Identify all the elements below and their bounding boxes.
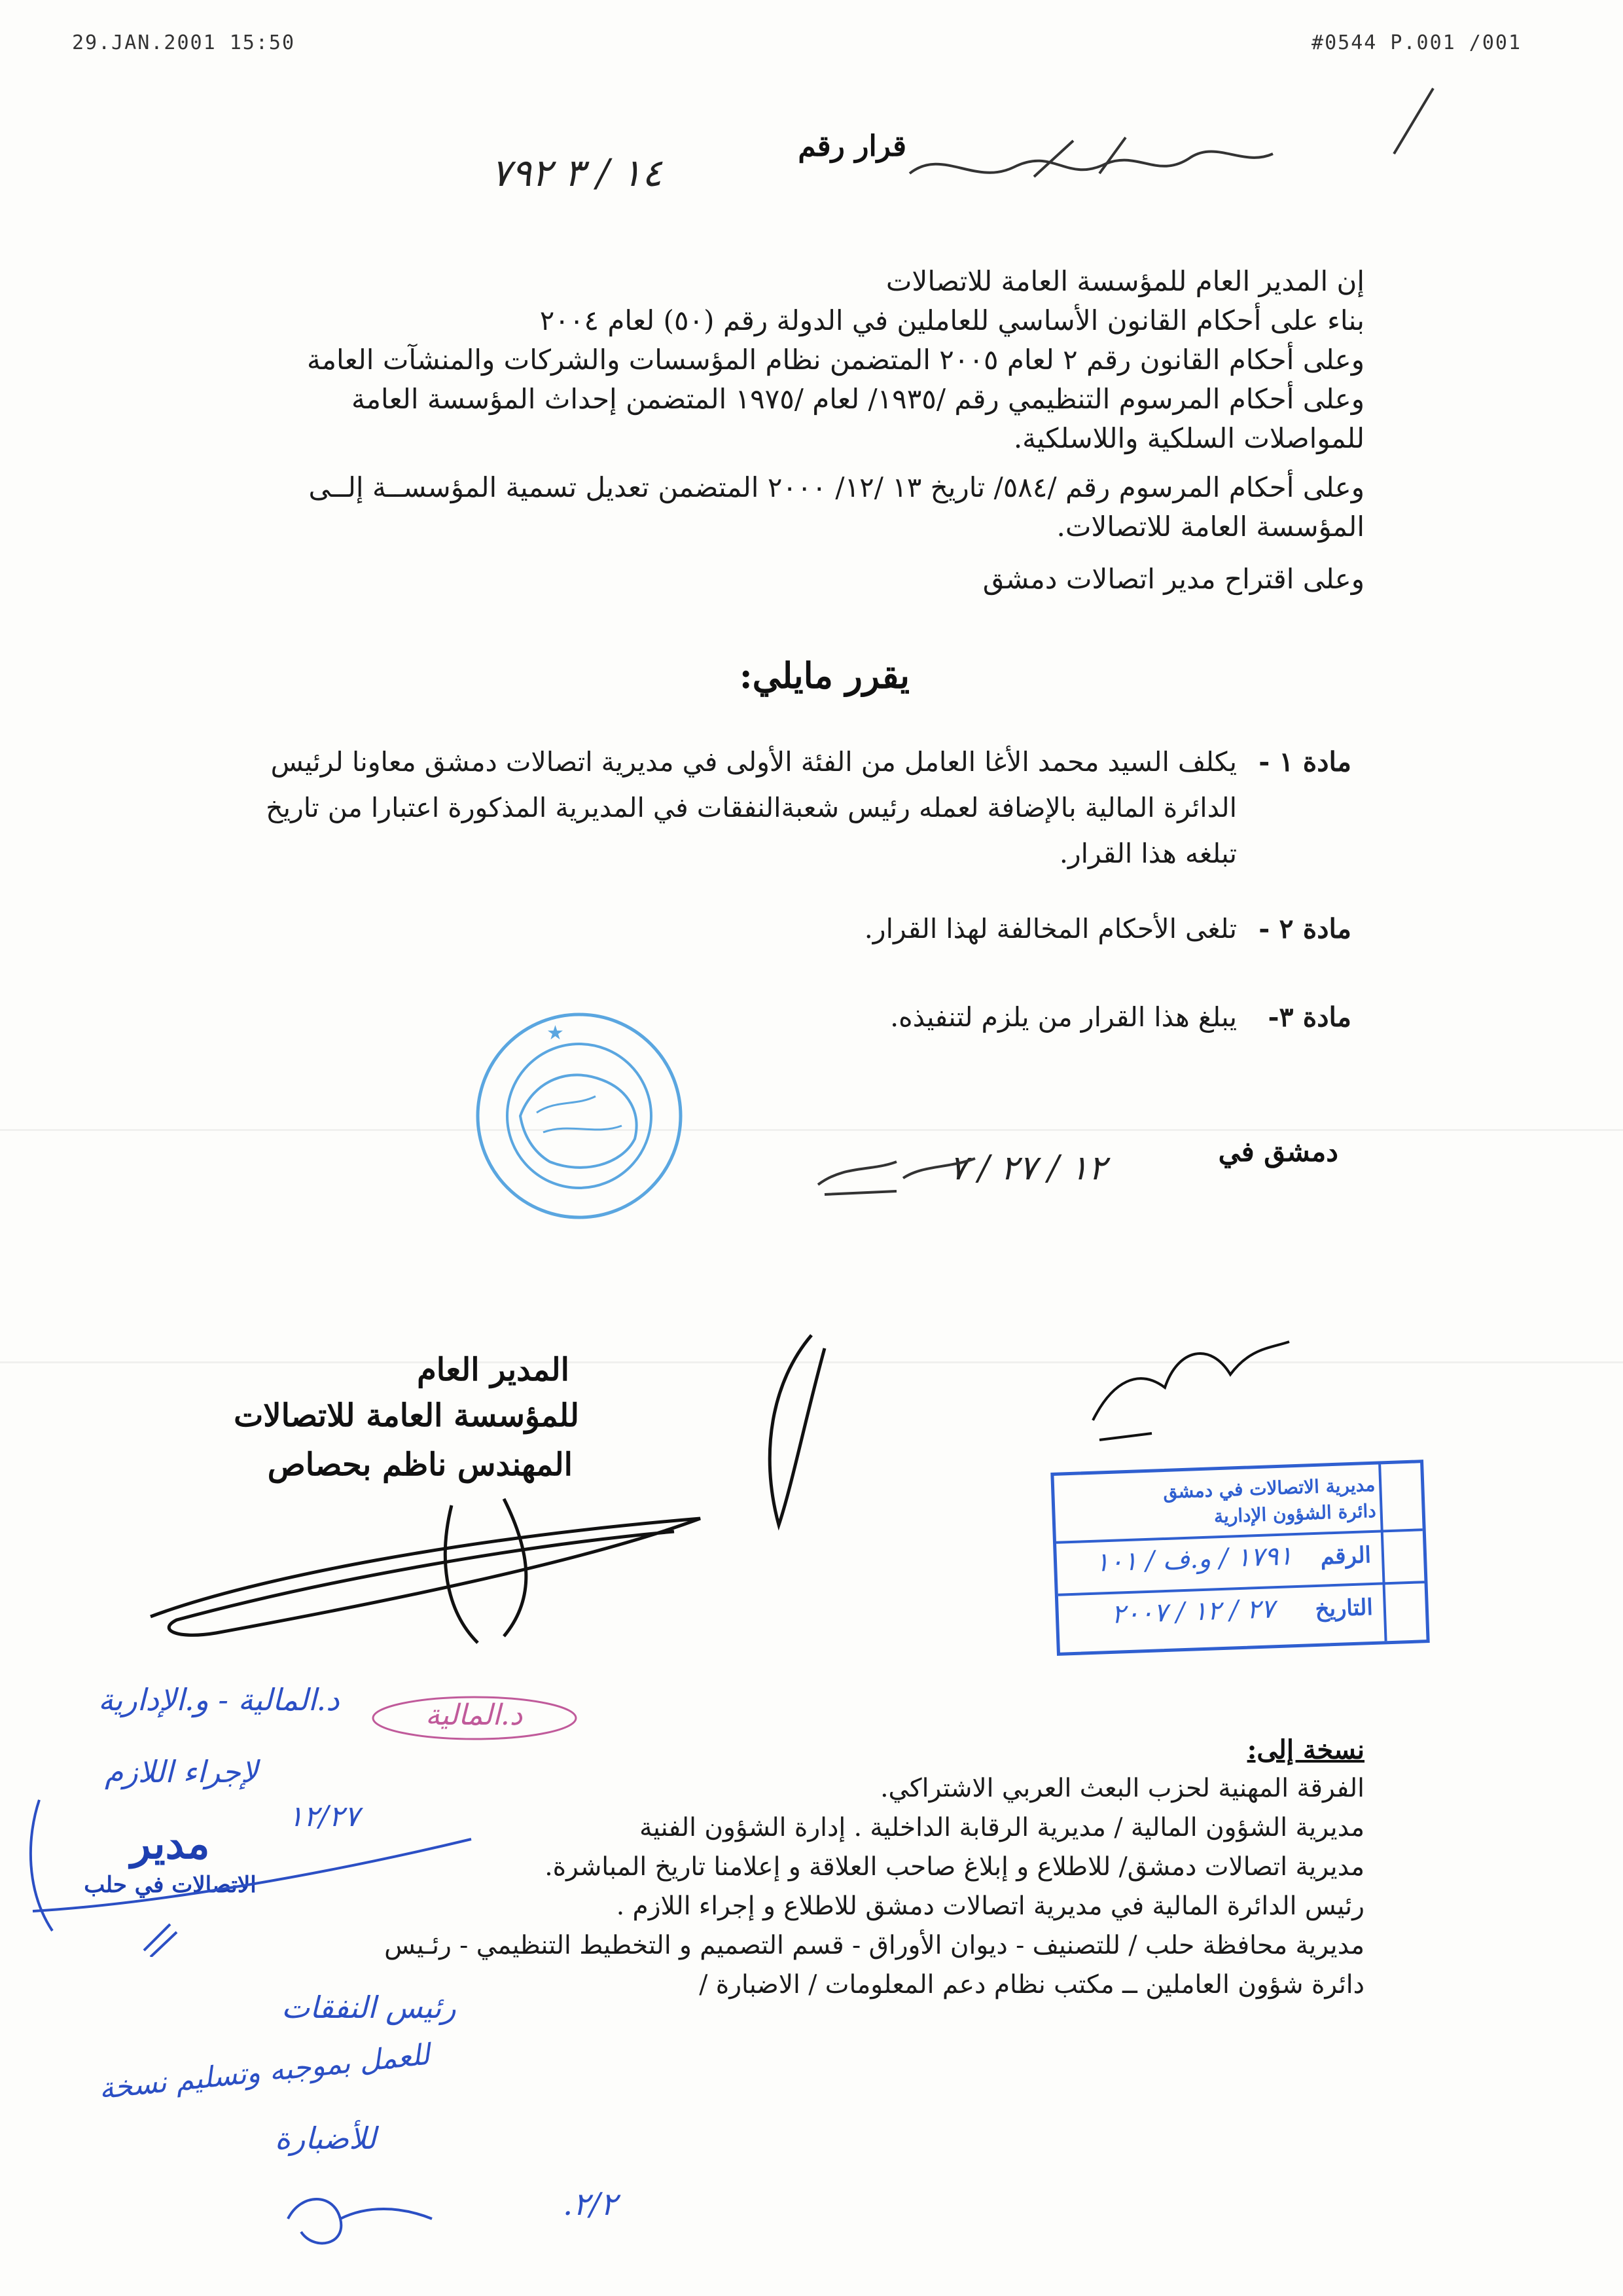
preamble-line-3: وعلى أحكام القانون رقم ٢ لعام ٢٠٠٥ المتضمن نظام المؤسسات والشركات والمنشآت العامة: [306, 344, 1364, 376]
preamble-line-7: المؤسسة العامة للاتصالات.: [1056, 511, 1364, 543]
article-2-label: مادة ٢ -: [1258, 913, 1351, 944]
article-2-line-1: تلغى الأحكام المخالفة لهذا القرار.: [864, 913, 1237, 944]
date-scribble: [812, 1139, 982, 1204]
preamble-line-4: وعلى أحكام المرسوم التنظيمي رقم /١٩٣٥/ لعام /١٩٧٥ المتضمن إحداث المؤسسة العامة: [351, 383, 1364, 415]
director-signature: [137, 1479, 726, 1649]
handwritten-finance-note: د.المالية: [425, 1698, 523, 1732]
fold-line: [0, 1129, 1623, 1131]
secondary-signature: [733, 1322, 838, 1538]
signatory-title-2: للمؤسسة العامة للاتصالات: [234, 1397, 579, 1434]
preamble-line-5: للمواصلات السلكية واللاسلكية.: [1013, 422, 1364, 454]
registry-stamp-line-1: مديرية الاتصالات في دمشق: [1162, 1473, 1376, 1503]
article-3-line-1: يبلغ هذا القرار من يلزم لتنفيذه.: [890, 1001, 1237, 1033]
preamble-line-2: بناء على أحكام القانون الأساسي للعاملين في الدولة رقم (٥٠) لعام ٢٠٠٤: [539, 304, 1364, 336]
cc-line-4: رئيس الدائرة المالية في مديرية اتصالات دمشق للاطلاع و إجراء اللازم .: [616, 1892, 1364, 1921]
director-stamp-signature: [13, 1761, 484, 1957]
cc-heading: نسخة إلى:: [1247, 1734, 1364, 1765]
article-1-line-2: الدائرة المالية بالإضافة لعمله رئيس شعبةالنفقات في المديرية المذكورة اعتبارا من تاريخ: [266, 792, 1237, 823]
registry-date-value: ٢٧ / ١٢ / ٢٠٠٧: [1111, 1594, 1275, 1630]
registry-date-label: التاريخ: [1314, 1594, 1374, 1623]
handwritten-note-1: رئيس النفقات: [281, 1990, 456, 2025]
cc-line-6: دائرة شؤون العاملين ــ مكتب نظام دعم المعلومات / الاضبارة /: [699, 1970, 1364, 2000]
handwritten-note-3: للأضبارة: [275, 2121, 376, 2156]
handwritten-date-note: ١٢/٢٧: [288, 1800, 360, 1833]
fax-page-number: #0544 P.001 /001: [1311, 31, 1522, 54]
handwritten-signature-bottom: [275, 2179, 445, 2258]
place-date-label: دمشق في: [1218, 1136, 1338, 1168]
handwritten-action-note: لإجراء اللازم: [105, 1754, 259, 1789]
initials-signature: [1073, 1322, 1296, 1453]
cc-line-3: مديرية اتصالات دمشق/ للاطلاع و إبلاغ صاحب العلاقة و إعلامنا تاريخ المباشرة.: [544, 1852, 1364, 1882]
signatory-name: المهندس ناظم بحصاص: [267, 1446, 573, 1483]
article-1-label: مادة ١ -: [1258, 746, 1351, 778]
handwritten-routing-note: د.المالية - و.الإدارية: [98, 1682, 340, 1717]
decides-heading: يقرر مايلي:: [739, 655, 910, 696]
decision-number-scribble: [903, 128, 1283, 200]
place-date-value: ١٢ / ٢٧ / ٧: [949, 1149, 1107, 1188]
cc-line-5: مديرية محافظة حلب / للتصنيف - ديوان الأوراق - قسم التصميم و التخطيط التنظيمي - رئـيس: [384, 1931, 1364, 1960]
article-3-label: مادة ٣-: [1268, 1001, 1351, 1033]
preamble-line-8: وعلى اقتراح مدير اتصالات دمشق: [982, 563, 1364, 595]
handwritten-note-2: للعمل بموجبه وتسليم نسخة: [97, 2037, 432, 2106]
corner-pen-mark: [1387, 82, 1440, 160]
registry-stamp: [1050, 1460, 1429, 1656]
svg-text:★: ★: [546, 1022, 564, 1045]
signatory-title-1: المدير العام: [417, 1352, 569, 1388]
preamble-line-6: وعلى أحكام المرسوم رقم /٥٨٤/ تاريخ ١٣ /١٢/ ٢٠٠٠ المتضمن تعديل تسمية المؤسســة إلــى: [308, 471, 1364, 503]
fax-timestamp: 29.JAN.2001 15:50: [72, 31, 296, 54]
decision-number: ١٤ / ٣ ٧٩٢: [491, 151, 662, 195]
article-1-line-3: تبلغه هذا القرار.: [1059, 838, 1237, 869]
handwritten-note-4: ٢/٢.: [563, 2186, 617, 2223]
director-stamp-subtitle: الاتصالات في حلب: [84, 1872, 257, 1898]
cc-line-1: الفرقة المهنية لحزب البعث العربي الاشتراكي.: [880, 1774, 1364, 1803]
cc-line-2: مديرية الشؤون المالية / مديرية الرقابة الداخلية . إدارة الشؤون الفنية: [639, 1813, 1364, 1842]
director-stamp-title: مدير: [130, 1820, 210, 1869]
preamble-line-1: إن المدير العام للمؤسسة العامة للاتصالات: [885, 265, 1364, 297]
official-round-seal: [471, 1008, 687, 1224]
decision-label: قرار رقم: [798, 130, 906, 163]
registry-stamp-line-2: دائرة الشؤون الإدارية: [1213, 1499, 1377, 1528]
registry-number-label: الرقم: [1319, 1542, 1372, 1570]
article-1-line-1: يكلف السيد محمد الأغا العامل من الفئة الأولى في مديرية اتصالات دمشق معاونا لرئيس: [270, 746, 1237, 778]
registry-number-value: ١٧٩١ / و.ف / ١٠١: [1094, 1541, 1293, 1578]
